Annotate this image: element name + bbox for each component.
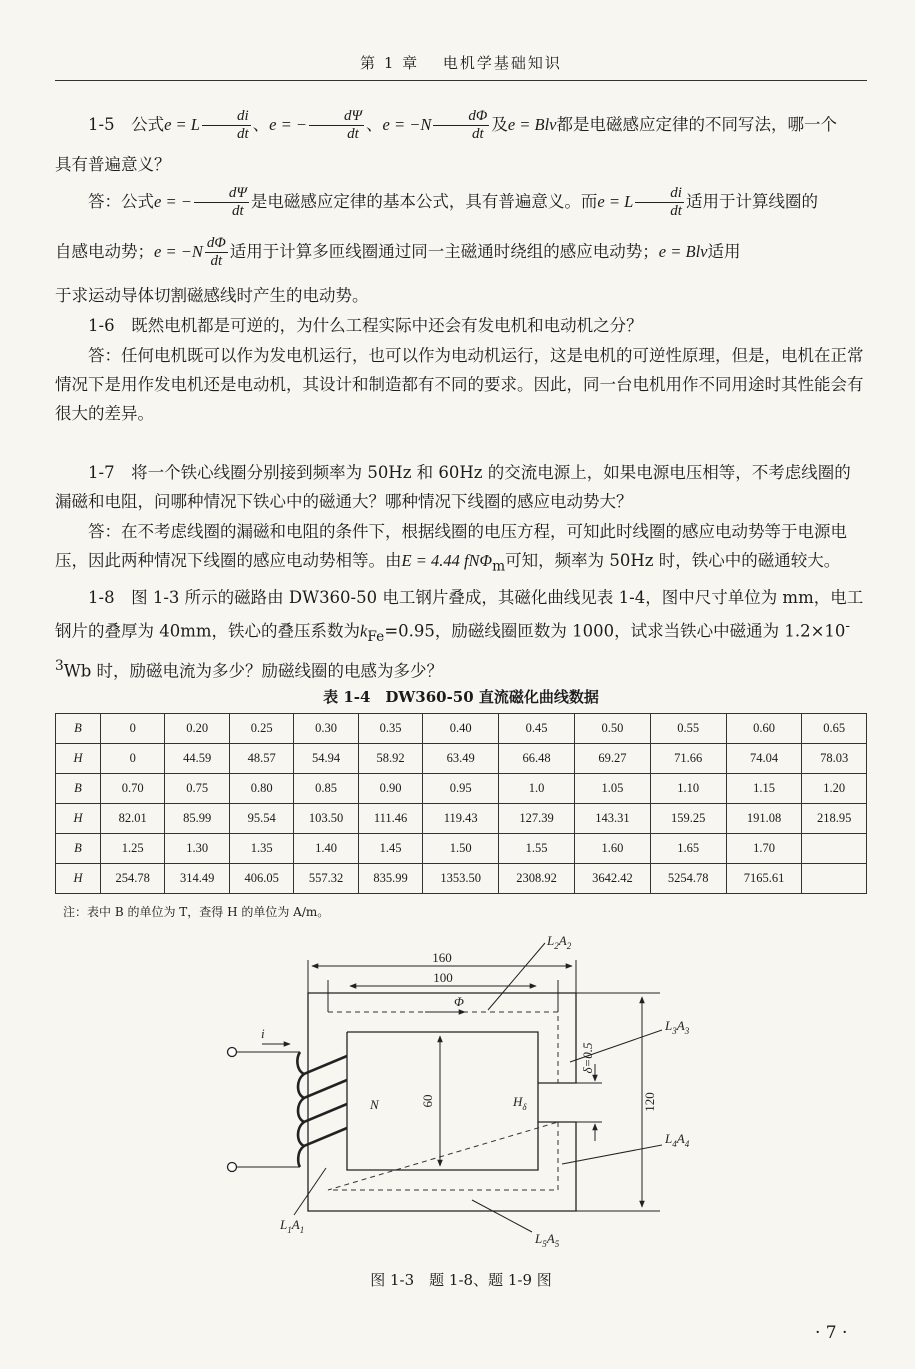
question-1-5: 1-5 公式e = L $\frac{di}{dt}$ 、e = − $\frac{d\Psi}{dt}$ 、e = −N $\frac{d\Phi}{dt}$ 及e = Blv都是电磁感应定律的不同写法，哪一个	[88, 108, 838, 142]
table-cell: 1.30	[165, 834, 229, 864]
table-cell: 0.30	[294, 714, 358, 744]
table-cell: 5254.78	[650, 864, 726, 894]
formula-fraction: $\frac{di}{dt}$	[635, 185, 684, 220]
row-label-H: H	[56, 864, 101, 894]
table-cell: 0.55	[650, 714, 726, 744]
table-cell: 1.25	[101, 834, 165, 864]
table-cell: 0.35	[358, 714, 422, 744]
table-cell: 1.15	[726, 774, 802, 804]
table-cell: 48.57	[229, 744, 293, 774]
terminal-bottom	[228, 1163, 237, 1172]
table-cell: 254.78	[101, 864, 165, 894]
label-L3A3: $L_3A_3$	[665, 1018, 690, 1036]
label-L5A5: $L_5A_5$	[535, 1231, 560, 1249]
table-cell: 66.48	[499, 744, 575, 774]
table-cell: 1.05	[574, 774, 650, 804]
table-cell: 103.50	[294, 804, 358, 834]
table-cell: 143.31	[574, 804, 650, 834]
header-title: 电机学基础知识	[442, 54, 562, 72]
table-cell: 0.90	[358, 774, 422, 804]
table-cell: 0.20	[165, 714, 229, 744]
dim-120-label: 120	[642, 1092, 657, 1112]
row-label-H: H	[56, 744, 101, 774]
table-cell: 557.32	[294, 864, 358, 894]
table-cell: 0	[101, 744, 165, 774]
answer-1-5: 答：公式e = − $\frac{d\Psi}{dt}$ 是电磁感应定律的基本公式，具有普遍意义。而e = L $\frac{di}{dt}$ 适用于计算线圈的	[88, 185, 818, 219]
label-L2A2: $L_2A_2$	[547, 933, 572, 951]
table-cell: 71.66	[650, 744, 726, 774]
table-cell: 1353.50	[423, 864, 499, 894]
flux-label: Φ	[454, 994, 464, 1009]
formula-fraction: $\frac{d\Phi}{dt}$	[206, 235, 226, 269]
table-cell: 1.50	[423, 834, 499, 864]
table-cell: 0.75	[165, 774, 229, 804]
table-cell: 0.65	[802, 714, 867, 744]
answer-1-7: 答：在不考虑线圈的漏磁和电阻的条件下，根据线圈的电压方程，可知此时线圈的感应电动势等于电源电压，因此两种情况下线圈的感应电动势相等。由E = 4.44 fNΦ$_m$可知，频率为 50Hz 时，铁心中的磁通较大。	[55, 522, 847, 575]
page-number: · 7 ·	[815, 1323, 848, 1343]
table-cell: 74.04	[726, 744, 802, 774]
table-cell: 85.99	[165, 804, 229, 834]
row-label-B: B	[56, 774, 101, 804]
answer-1-5-line2: 自感电动势；e = −N $\frac{d\Phi}{dt}$ 适用于计算多匝线圈通过同一主磁通时绕组的感应电动势；e = Blv适用	[55, 235, 741, 269]
table-cell: 0.85	[294, 774, 358, 804]
table-cell: 2308.92	[499, 864, 575, 894]
airgap-field-label: $H_\delta$	[513, 1094, 527, 1112]
current-label: i	[261, 1026, 265, 1041]
answer-1-5-line3: 于求运动导体切割磁感线时产生的电动势。	[55, 286, 369, 305]
leader-L4A4	[562, 1145, 662, 1164]
table-cell: 1.55	[499, 834, 575, 864]
core-outer-outline	[308, 993, 576, 1211]
formula-fraction: $\frac{d\Psi}{dt}$	[194, 185, 249, 220]
table-cell: 1.10	[650, 774, 726, 804]
table-cell: 69.27	[574, 744, 650, 774]
terminal-top	[228, 1048, 237, 1057]
excitation-coil	[297, 1052, 347, 1167]
table-cell: 111.46	[358, 804, 422, 834]
table-cell: 78.03	[802, 744, 867, 774]
question-1-8: 1-8 图 1-3 所示的磁路由 DW360-50 电工钢片叠成，其磁化曲线见表 1-4，图中尺寸单位为 mm，电工钢片的叠厚为 40mm，铁心的叠压系数为$k_{Fe}=0.95$，励磁线圈匝数为 1000，试求当铁心中磁通为 $1.2\times 10^{-3}Wb$ 时，励磁电流为多少？励磁线圈的电感为多少？	[55, 588, 864, 681]
table-cell: 3642.42	[574, 864, 650, 894]
table-cell: 0.95	[423, 774, 499, 804]
header-chapter: 第 1 章	[360, 54, 420, 72]
table-cell: 1.20	[802, 774, 867, 804]
turns-label: N	[370, 1097, 379, 1112]
table-cell: 7165.61	[726, 864, 802, 894]
label-L4A4: $L_4A_4$	[665, 1131, 690, 1149]
table-cell: 63.49	[423, 744, 499, 774]
table-cell: 0.60	[726, 714, 802, 744]
mean-flux-path	[328, 1012, 558, 1190]
question-number: 1-5	[88, 115, 115, 134]
dim-60-label: 60	[420, 1094, 435, 1108]
table-cell: 1.65	[650, 834, 726, 864]
table-cell: 0.25	[229, 714, 293, 744]
table-cell: 54.94	[294, 744, 358, 774]
table-cell: 191.08	[726, 804, 802, 834]
table-cell: 1.35	[229, 834, 293, 864]
table-cell: 0.45	[499, 714, 575, 744]
leader-L5A5	[472, 1200, 532, 1232]
table-cell: 119.43	[423, 804, 499, 834]
formula-fraction: $\frac{di}{dt}$	[202, 108, 251, 143]
table-cell: 1.60	[574, 834, 650, 864]
label-L1A1: $L_1A_1$	[280, 1217, 305, 1235]
table-cell: 0.70	[101, 774, 165, 804]
dim-100-label: 100	[433, 970, 453, 985]
leader-L2A2	[488, 943, 545, 1010]
table-cell: 58.92	[358, 744, 422, 774]
table-cell: 314.49	[165, 864, 229, 894]
table-cell: 406.05	[229, 864, 293, 894]
table-cell: 82.01	[101, 804, 165, 834]
table-cell: 0	[101, 714, 165, 744]
row-label-H: H	[56, 804, 101, 834]
table-title: 表 1-4 DW360-50 直流磁化曲线数据	[323, 688, 599, 706]
table-cell: 159.25	[650, 804, 726, 834]
table-cell: 0.40	[423, 714, 499, 744]
table-cell: 1.40	[294, 834, 358, 864]
question-1-5-line2: 具有普遍意义？	[55, 155, 171, 174]
airgap-label: δ=0.5	[580, 1042, 595, 1074]
question-1-6: 1-6 既然电机都是可逆的，为什么工程实际中还会有发电机和电动机之分？	[88, 316, 643, 335]
table-cell: 1.70	[726, 834, 802, 864]
table-cell: 218.95	[802, 804, 867, 834]
answer-1-6: 答：任何电机既可以作为发电机运行，也可以作为电动机运行，这是电机的可逆性原理，但是，电机在正常情况下是用作发电机还是电动机，其设计和制造都有不同的要求。因此，同一台电机用作不同用途时其性能会有很大的差异。	[55, 346, 864, 423]
row-label-B: B	[56, 834, 101, 864]
table-cell: 127.39	[499, 804, 575, 834]
table-cell: 0.80	[229, 774, 293, 804]
leader-L1A1	[294, 1168, 326, 1215]
formula-fraction: $\frac{d\Psi}{dt}$	[309, 108, 364, 143]
table-cell: 835.99	[358, 864, 422, 894]
figure-caption: 图 1-3 题 1-8、题 1-9 图	[370, 1271, 552, 1289]
table-cell: 95.54	[229, 804, 293, 834]
table-cell: 1.45	[358, 834, 422, 864]
table-note: 注：表中 B 的单位为 T，查得 H 的单位为 A/m。	[63, 905, 330, 919]
question-1-7: 1-7 将一个铁心线圈分别接到频率为 50Hz 和 60Hz 的交流电源上，如果电源电压相等，不考虑线圈的漏磁和电阻，问哪种情况下铁心中的磁通大？哪种情况下线圈的感应电动势大？	[55, 463, 851, 511]
table-cell: 1.0	[499, 774, 575, 804]
formula-fraction: $\frac{d\Phi}{dt}$	[433, 108, 489, 143]
table-cell: 0.50	[574, 714, 650, 744]
table-cell: 44.59	[165, 744, 229, 774]
row-label-B: B	[56, 714, 101, 744]
dim-160-label: 160	[432, 950, 452, 965]
